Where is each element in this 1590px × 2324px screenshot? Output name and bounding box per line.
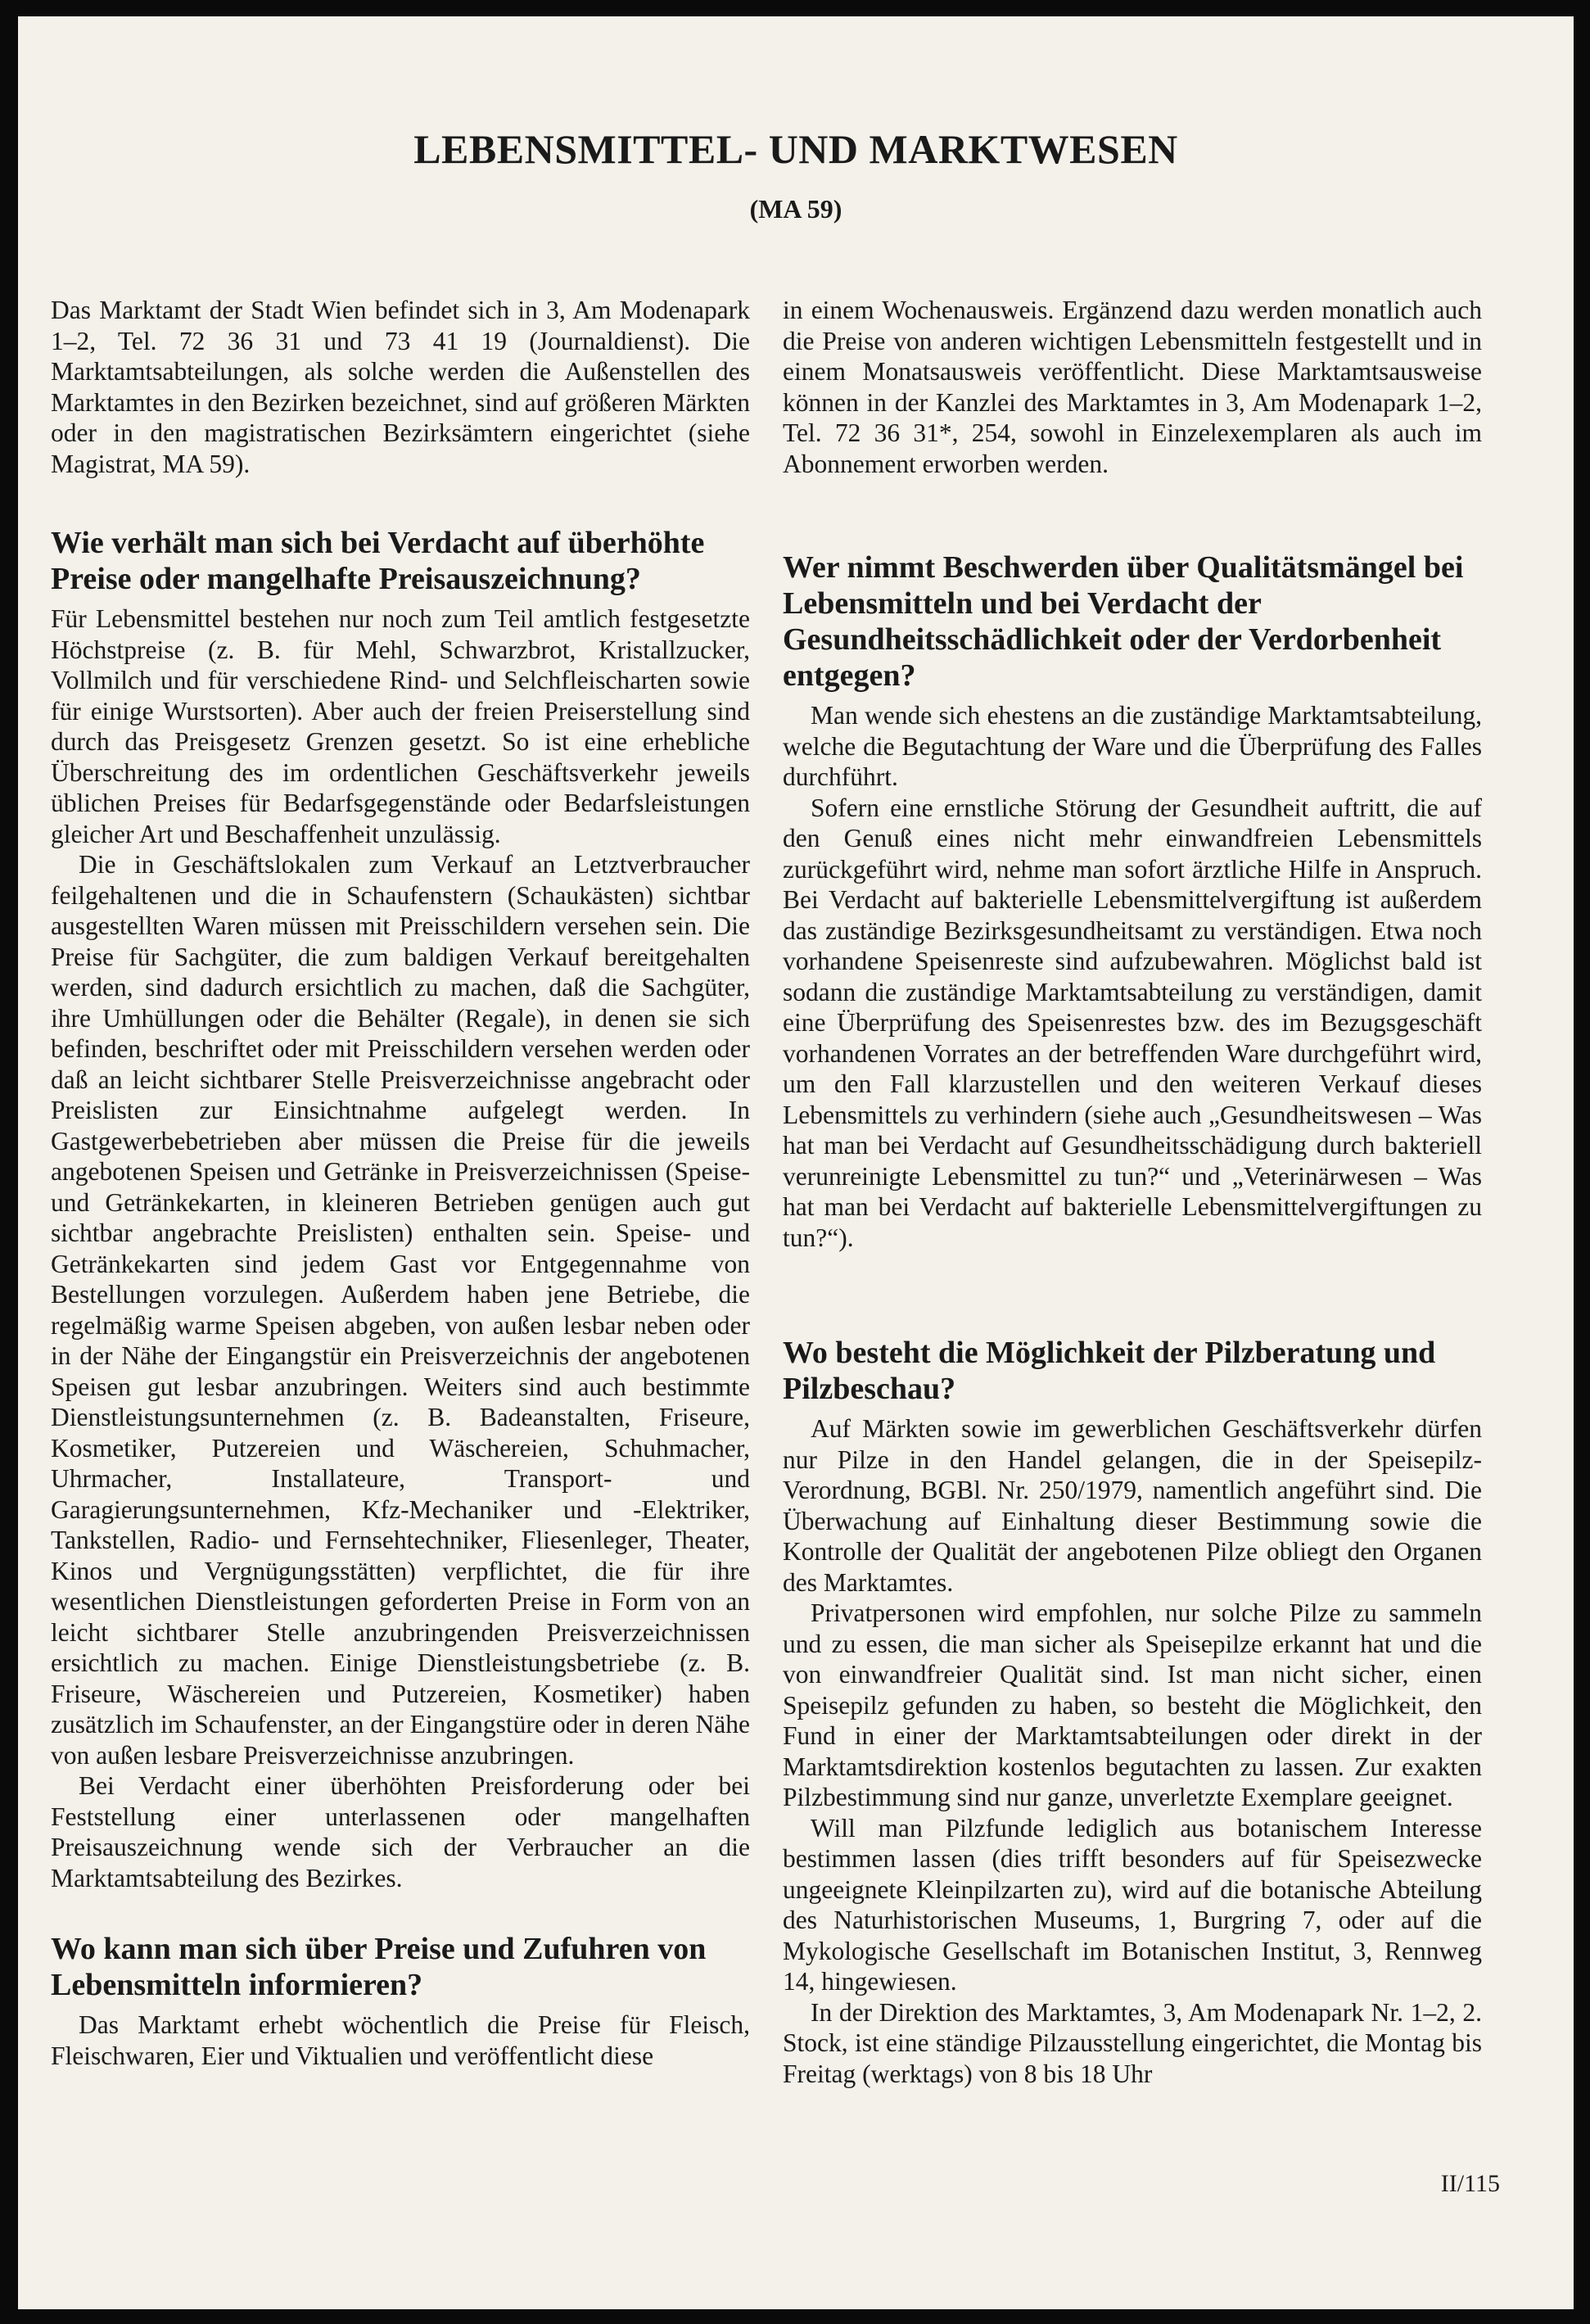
paragraph: Sofern eine ernstliche Störung der Gesundheit auftritt, die auf den Genuß eines nicht mehr einwandfreien Lebensmittels zurückgeführt wird, nehme man sofort ärztliche Hilfe in Anspruch. Bei Verdacht auf bakterielle Lebensmittelvergiftung ist außerdem das zuständige Bezirksgesundheitsamt zu verständigen. Etwa noch vorhandene Speisenreste sind aufzubewahren. Möglichst bald ist sodann die zuständige Marktamtsabteilung zu verständigen, damit eine Überprüfung des Speisenrestes bzw. des im Bezugsgeschäft vorhandenen Vorrates an der betreffenden Ware durchgeführt wird, um den Fall klarzustellen und den weiteren Verkauf dieses Lebensmittels zu verhindern (siehe auch „Gesundheitswesen – Was hat man bei Verdacht auf Gesundheitsschädigung durch bakteriell verunreinigte Lebensmittel zu tun?“ und „Veterinärwesen – Was hat man bei Verdacht auf bakterielle Lebensmittelvergiftungen zu tun?“).	[783, 793, 1482, 1252]
section-heading-prices: Wie verhält man sich bei Verdacht auf überhöhte Preise oder mangelhafte Preisauszeichnung?	[51, 526, 705, 596]
section-heading-information: Wo kann man sich über Preise und Zufuhren von Lebensmitteln informieren?	[51, 1932, 707, 2002]
page-title: LEBENSMITTEL- UND MARKTWESEN	[413, 126, 1178, 172]
paragraph: In der Direktion des Marktamtes, 3, Am Modenapark Nr. 1–2, 2. Stock, ist eine ständige Pilzausstellung eingerichtet, die Montag bis Freitag (werktags) von 8 bis 18 Uhr	[783, 1997, 1482, 2088]
paragraph: Bei Verdacht einer überhöhten Preisforderung oder bei Feststellung einer unterlassenen oder mangelhaften Preisauszeichnung wende sich der Verbraucher an die Marktamtsabteilung des Bezirkes.	[51, 1771, 750, 1892]
continuation-paragraph: in einem Wochenausweis. Ergänzend dazu werden monatlich auch die Preise von anderen wichtigen Lebensmitteln festgestellt und in einem Monatsausweis veröffentlicht. Diese Marktamtsausweise können in der Kanzlei des Marktamtes in 3, Am Modenapark 1–2, Tel. 72 36 31*, 254, sowohl in Einzelexemplaren als auch im Abonnement erworben werden.	[783, 296, 1482, 478]
section-heading-mushrooms: Wo besteht die Möglichkeit der Pilzberatung und Pilzbeschau?	[783, 1336, 1436, 1406]
paragraph: Man wende sich ehestens an die zuständige Marktamtsabteilung, welche die Begutachtung der Ware und die Überprüfung des Falles durchführt.	[783, 701, 1482, 791]
page-number: II/115	[1440, 2170, 1500, 2197]
paragraph: Auf Märkten sowie im gewerblichen Geschäftsverkehr dürfen nur Pilze in den Handel gelangen, die in der Speisepilz-Verordnung, BGBl. Nr. 250/1979, namentlich angeführt sind. Die Überwachung auf Einhaltung dieser Bestimmung sowie die Kontrolle der Qualität der angebotenen Pilze obliegt den Organen des Marktamtes.	[783, 1414, 1482, 1597]
paragraph: Die in Geschäftslokalen zum Verkauf an Letztverbraucher feilgehaltenen und die in Schaufenstern (Schaukästen) sichtbar ausgestellten Waren müssen mit Preisschildern versehen sein. Die Preise für Sachgüter, die zum baldigen Verkauf bereitgehalten werden, sind dadurch ersichtlich zu machen, daß die Sachgüter, ihre Umhüllungen oder die Behälter (Regale), in denen sie sich befinden, beschriftet oder mit Preisschildern versehen werden oder daß an leicht sichtbarer Stelle Preisverzeichnisse angebracht oder Preislisten zur Einsichtnahme aufgelegt werden. In Gastgewerbebetrieben aber müssen die Preise für die jeweils angebotenen Speisen und Getränke in Preisverzeichnissen (Speise- und Getränkekarten, in kleineren Betrieben genügen auch gut sichtbar angebrachte Preislisten) enthalten sein. Speise- und Getränkekarten sind jedem Gast vor Entgegennahme von Bestellungen vorzulegen. Außerdem haben jene Betriebe, die regelmäßig warme Speisen abgeben, von außen lesbar neben oder in der Nähe der Eingangstür ein Preisverzeichnis der angebotenen Speisen gut lesbar anzubringen. Weiters sind auch bestimmte Dienstleistungsunternehmen (z. B. Badeanstalten, Friseure, Kosmetiker, Putzereien und Wäschereien, Schuhmacher, Uhrmacher, Installateure, Transport- und Garagierungsunternehmen, Kfz-Mechaniker und -Elektriker, Tankstellen, Radio- und Fernsehtechniker, Fliesenleger, Theater, Kinos und Vergnügungsstätten) verpflichtet, die für ihre wesentlichen Dienstleistungen geforderten Preise in Form von an leicht sichtbarer Stelle anzubringenden Preisverzeichnissen ersichtlich zu machen. Einige Dienstleistungsbetriebe (z. B. Friseure, Wäschereien und Putzereien, Kosmetiker) haben zusätzlich im Schaufenster, an der Eingangstüre oder in deren Nähe von außen lesbare Preisverzeichnisse anzubringen.	[51, 850, 750, 1770]
document-page	[18, 16, 1574, 2309]
page-subtitle: (MA 59)	[749, 194, 842, 224]
section-heading-complaints: Wer nimmt Beschwerden über Qualitätsmängel bei Lebensmitteln und bei Verdacht der Gesundheitsschädlichkeit oder der Verdorbenheit entgegen?	[783, 550, 1464, 693]
intro-paragraph: Das Marktamt der Stadt Wien befindet sich in 3, Am Modenapark 1–2, Tel. 72 36 31 und 73 41 19 (Journaldienst). Die Marktamtsabteilungen, als solche werden die Außenstellen des Marktamtes in den Bezirken bezeichnet, sind auf größeren Märkten oder in den magistratischen Bezirksämtern eingerichtet (siehe Magistrat, MA 59).	[51, 296, 750, 478]
paragraph: Privatpersonen wird empfohlen, nur solche Pilze zu sammeln und zu essen, die man sicher als Speisepilze erkannt hat und die von einwandfreier Qualität sind. Ist man nicht sicher, einen Speisepilz gefunden zu haben, so besteht die Möglichkeit, den Fund in einer der Marktamtsabteilungen oder direkt in der Marktamtsdirektion kostenlos begutachten zu lassen. Zur exakten Pilzbestimmung sind nur ganze, unverletzte Exemplare geeignet.	[783, 1598, 1482, 1811]
paragraph: Für Lebensmittel bestehen nur noch zum Teil amtlich festgesetzte Höchstpreise (z. B. für Mehl, Schwarzbrot, Kristallzucker, Vollmilch und für verschiedene Rind- und Selchfleischarten sowie für einige Wurstsorten). Aber auch der freien Preiserstellung sind durch das Preisgesetz Grenzen gesetzt. So ist eine erhebliche Überschreitung des im ordentlichen Geschäftsverkehr jeweils üblichen Preises für Bedarfsgegenstände oder Bedarfsleistungen gleicher Art und Beschaffenheit unzulässig.	[51, 604, 750, 848]
paragraph: Will man Pilzfunde lediglich aus botanischem Interesse bestimmen lassen (dies trifft besonders auf für Speisezwecke ungeeignete Kleinpilzarten zu), wird auf die botanische Abteilung des Naturhistorischen Museums, 1, Burgring 7, oder auf die Mykologische Gesellschaft im Botanischen Institut, 3, Rennweg 14, hingewiesen.	[783, 1813, 1482, 1996]
paragraph: Das Marktamt erhebt wöchentlich die Preise für Fleisch, Fleischwaren, Eier und Viktualien und veröffentlicht diese	[51, 2010, 750, 2070]
left-column	[51, 295, 750, 2071]
right-column	[783, 295, 1482, 2089]
